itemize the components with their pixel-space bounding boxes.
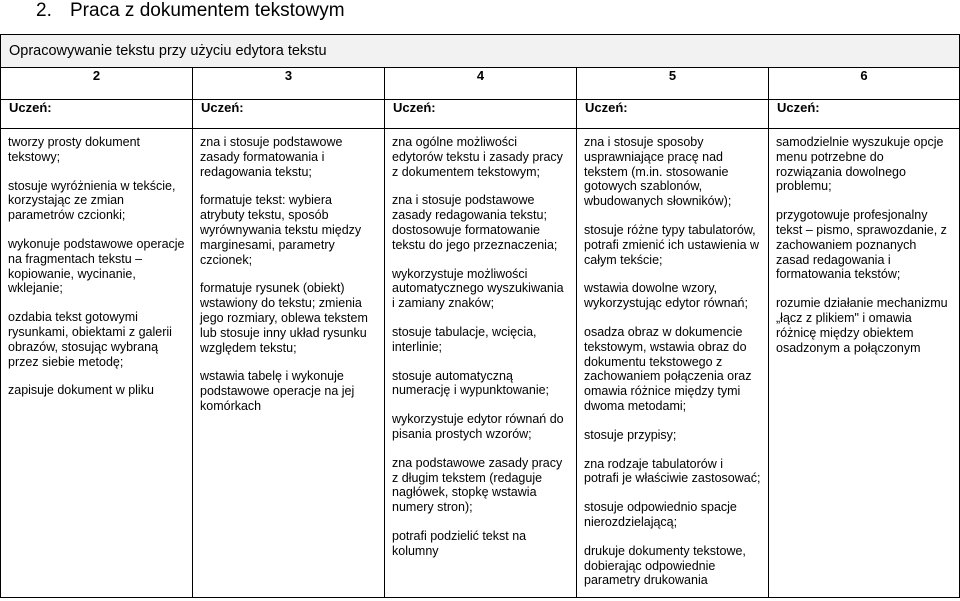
requirements-row bbox=[1, 129, 960, 598]
grade-row bbox=[1, 68, 960, 100]
grade-cell: 2 bbox=[1, 68, 193, 100]
requirement-text: ozdabia tekst gotowymi rysunkami, obiektami z galerii obrazów, stosując wybraną przez siebie metodę; bbox=[8, 310, 172, 369]
grade-cell: 5 bbox=[577, 68, 769, 100]
requirement-text: zna i stosuje podstawowe zasady redagowania tekstu; dostosowuje formatowanie tekstu do jego przeznaczenia; bbox=[392, 193, 558, 252]
learner-label: Uczeń: bbox=[193, 100, 385, 129]
section-heading bbox=[0, 0, 345, 22]
requirement-text: wykonuje podstawowe operacje na fragmentach tekstu – kopiowanie, wycinanie, wklejanie; bbox=[8, 236, 185, 296]
requirement-text: osadza obraz w dokumencie tekstowym, wstawia obraz do dokumentu tekstowego z zachowaniem połączenia oraz omawia różnice między tymi dwoma metodami; bbox=[584, 324, 752, 413]
requirement-text: drukuje dokumenty tekstowe, dobierając odpowiednie parametry drukowania bbox=[584, 543, 746, 588]
section-title: Praca z dokumentem tekstowym bbox=[70, 0, 345, 21]
learner-label: Uczeń: bbox=[769, 100, 960, 129]
learner-label: Uczeń: bbox=[385, 100, 577, 129]
requirement-text: stosuje automatyczną numerację i wypunktowanie; bbox=[392, 368, 550, 398]
subtitle-row bbox=[1, 35, 960, 68]
learner-label: Uczeń: bbox=[1, 100, 193, 129]
requirement-text: potrafi podzielić tekst na kolumny bbox=[392, 528, 527, 558]
column-grade-3 bbox=[193, 129, 385, 598]
requirement-text: zna podstawowe zasady pracy z długim tekstem (redaguje nagłówek, stopkę wstawia numery stron); bbox=[392, 455, 563, 515]
column-grade-5 bbox=[577, 129, 769, 598]
table-subtitle: Opracowywanie tekstu przy użyciu edytora tekstu bbox=[1, 35, 960, 68]
requirement-text: stosuje przypisy; bbox=[584, 427, 677, 442]
requirement-text: tworzy prosty dokument tekstowy; bbox=[8, 135, 140, 164]
requirement-text: wykorzystuje edytor równań do pisania prostych wzorów; bbox=[392, 412, 564, 441]
requirement-text: zapisuje dokument w pliku bbox=[8, 383, 154, 398]
requirement-text: przygotowuje profesjonalny tekst – pismo, sprawozdanie, z zachowaniem poznanych zasad redagowania i formatowania tekstów; bbox=[776, 208, 947, 282]
requirement-text: stosuje odpowiednio spacje nierozdzielającą; bbox=[584, 500, 737, 529]
requirement-text: zna rodzaje tabulatorów i potrafi je właściwie zastosować; bbox=[584, 456, 761, 486]
learner-label: Uczeń: bbox=[577, 100, 769, 129]
requirement-text: wykorzystuje możliwości automatycznego wyszukiwania i zamiany znaków; bbox=[392, 266, 564, 311]
requirement-text: formatuje tekst: wybiera atrybuty tekstu, sposób wyrównywania tekstu między marginesami, parametry czcionek; bbox=[200, 193, 362, 267]
requirement-text: formatuje rysunek (obiekt) wstawiony do tekstu; zmienia jego rozmiary, oblewa tekstem lub stosuje inny układ rysunku względem tekstu; bbox=[200, 281, 368, 355]
requirements-table bbox=[0, 34, 960, 598]
grade-cell: 3 bbox=[193, 68, 385, 100]
requirement-text: wstawia tabelę i wykonuje podstawowe operacje na jej komórkach bbox=[200, 369, 355, 413]
requirement-text: stosuje tabulacje, wcięcia, interlinie; bbox=[392, 324, 537, 354]
column-grade-2 bbox=[1, 129, 193, 598]
requirement-text: stosuje wyróżnienia w tekście, korzystając ze zmian parametrów czcionki; bbox=[8, 178, 176, 223]
column-grade-6 bbox=[769, 129, 960, 598]
requirement-text: zna ogólne możliwości edytorów tekstu i zasady pracy z dokumentem tekstowym; bbox=[392, 135, 563, 179]
requirement-text: zna i stosuje podstawowe zasady formatowania i redagowania tekstu; bbox=[200, 135, 343, 179]
requirement-text: zna i stosuje sposoby usprawniające pracę nad tekstem (m.in. stosowanie gotowych szablonów, wbudowanych słowników); bbox=[584, 135, 732, 209]
grade-cell: 6 bbox=[769, 68, 960, 100]
learner-row bbox=[1, 100, 960, 129]
requirement-text: rozumie działanie mechanizmu „łącz z plikiem" i omawia różnicę między obiektem osadzonym a połączonym bbox=[776, 296, 948, 355]
requirement-text: wstawia dowolne wzory, wykorzystując edytor równań; bbox=[584, 281, 748, 311]
column-grade-4 bbox=[385, 129, 577, 598]
section-number: 2. bbox=[36, 0, 52, 21]
grade-cell: 4 bbox=[385, 68, 577, 100]
requirement-text: samodzielnie wyszukuje opcje menu potrzebne do rozwiązania dowolnego problemu; bbox=[776, 135, 944, 194]
requirement-text: stosuje różne typy tabulatorów, potrafi zmienić ich ustawienia w całym tekście; bbox=[584, 222, 760, 267]
